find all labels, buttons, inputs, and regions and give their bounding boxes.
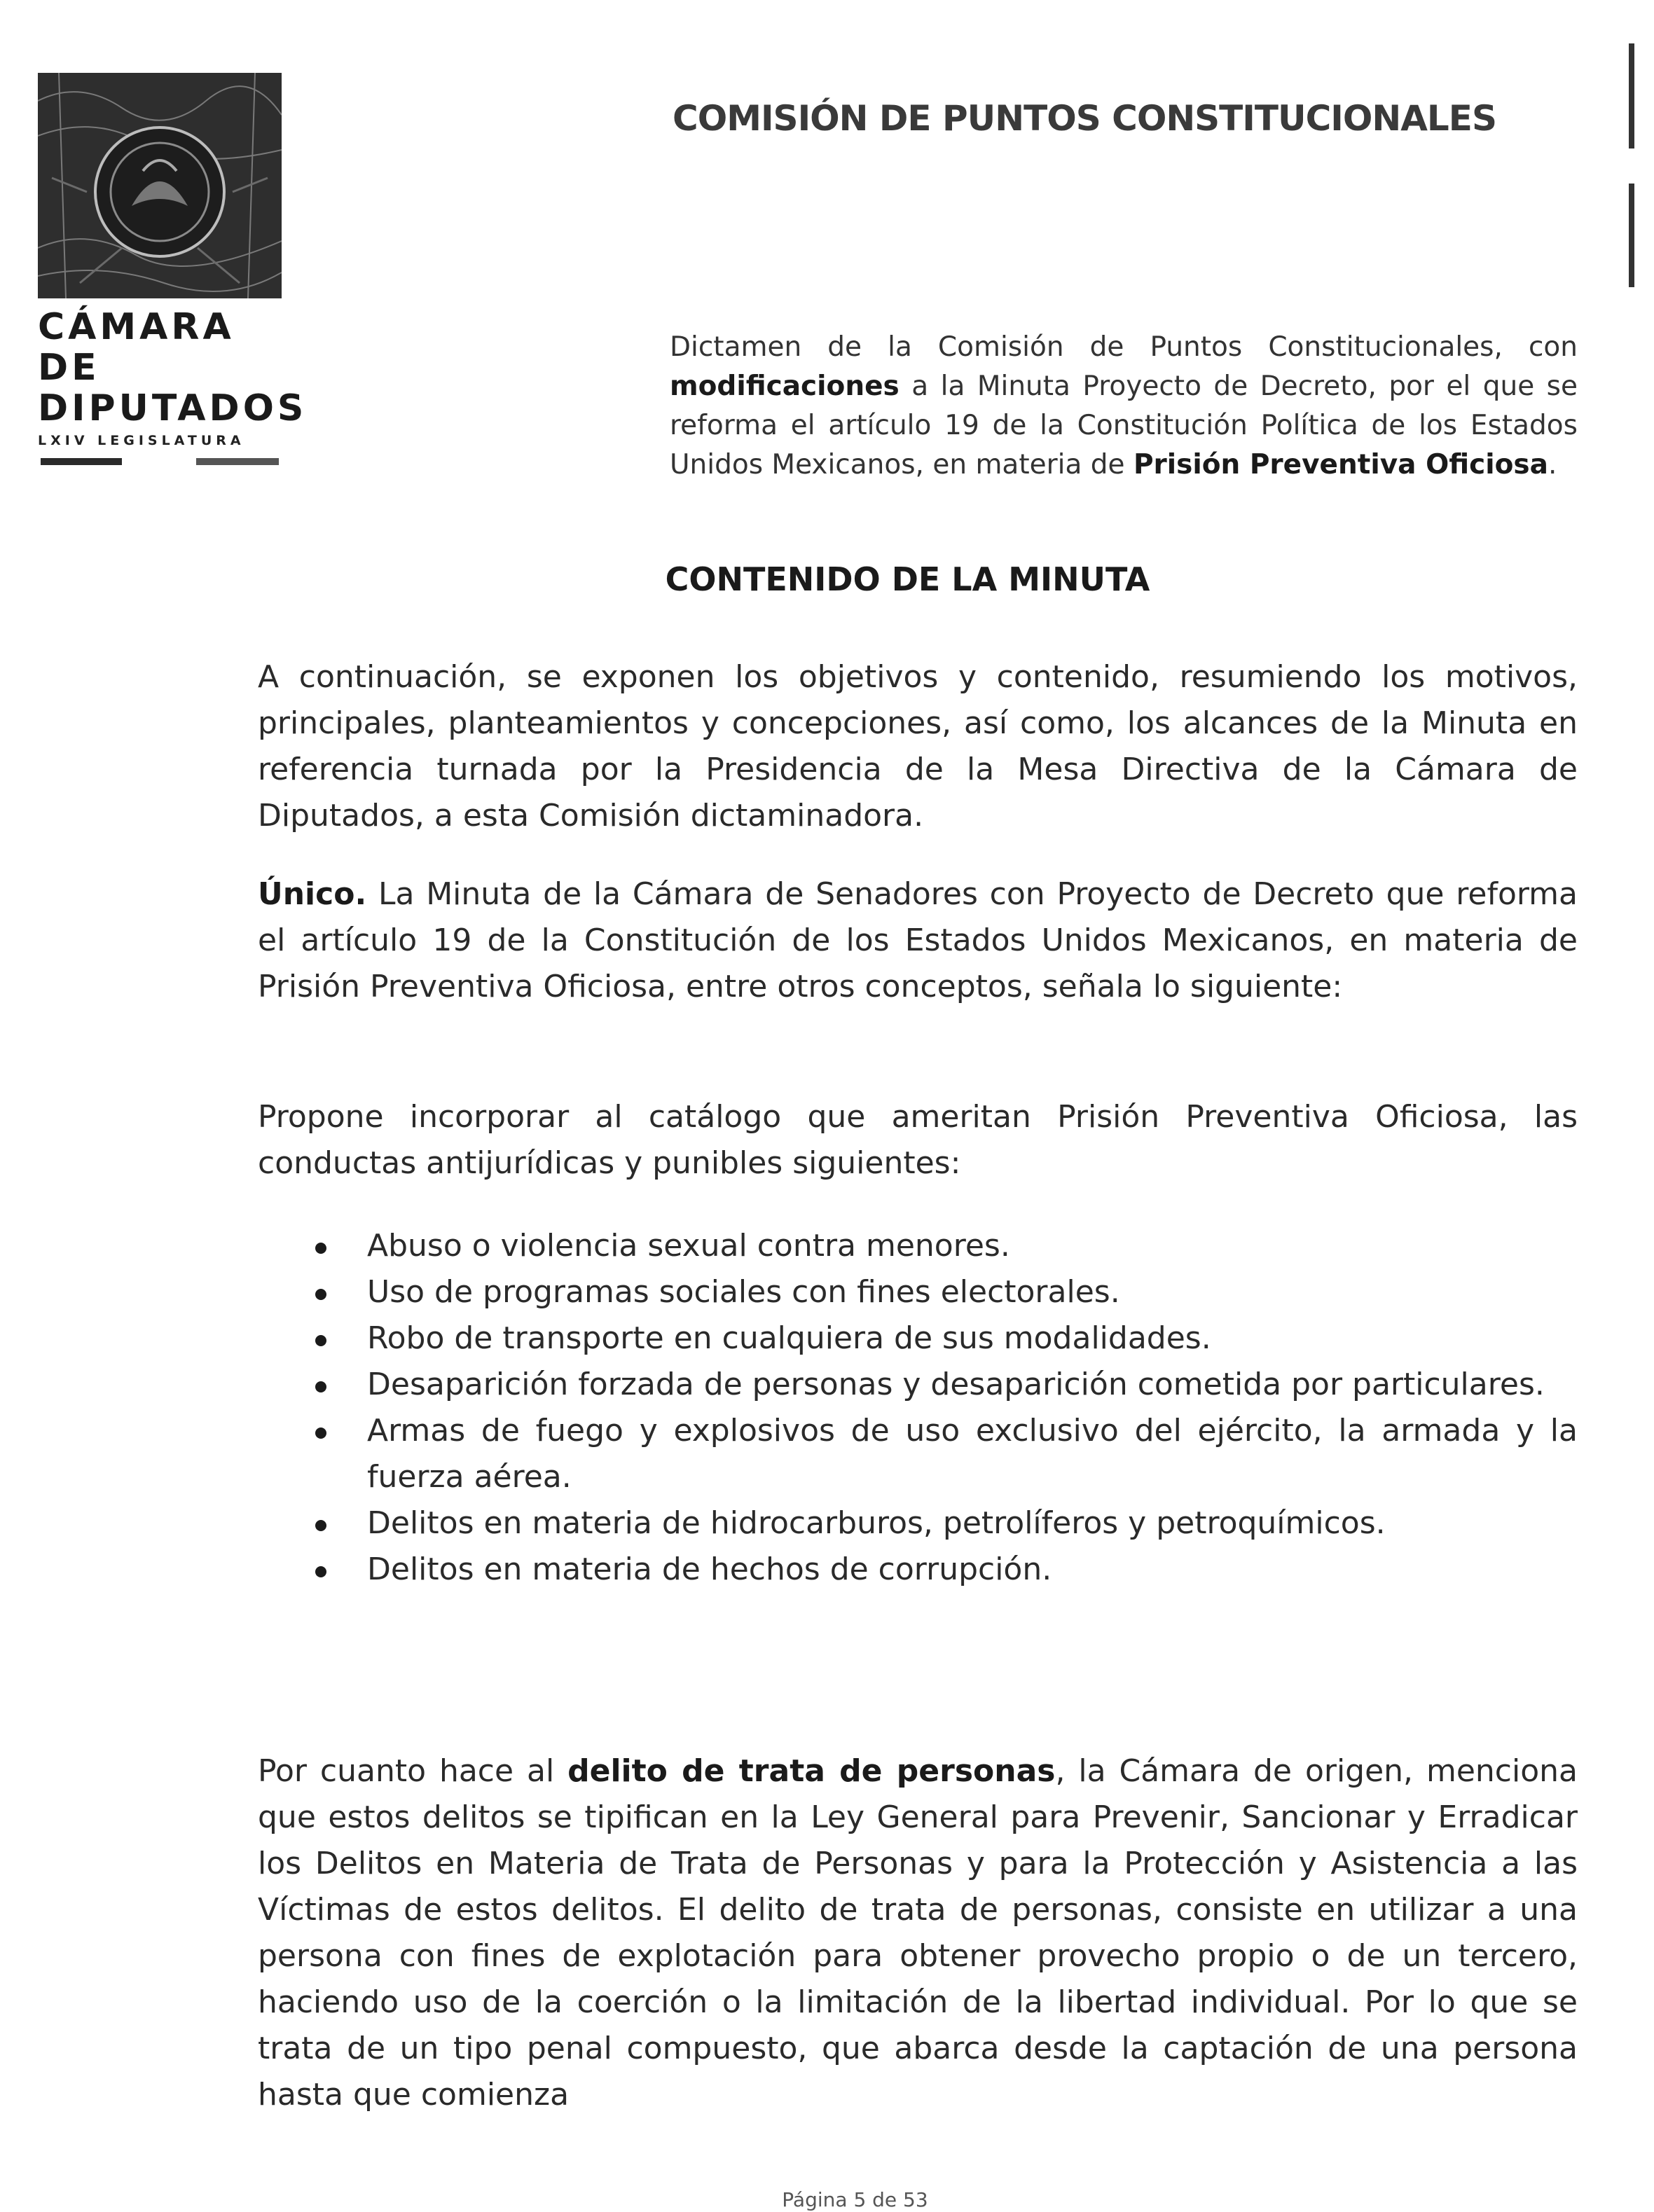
- list-item: Delitos en materia de hidrocarburos, petrolíferos y petroquímicos.: [308, 1500, 1578, 1547]
- scan-edge-mark: [1629, 43, 1634, 148]
- logo-legislature: LXIV LEGISLATURA: [38, 433, 245, 448]
- logo-chamber-name-line2: DIPUTADOS: [38, 387, 308, 429]
- paragraph-unico: Único. La Minuta de la Cámara de Senadores con Proyecto de Decreto que reforma el artículo 19 de la Constitución de los Estados Unidos Mexicanos, en materia de Prisión Preventiva Oficiosa, entre otros conceptos, señala lo siguiente:: [258, 876, 1578, 1004]
- logo-decoration: [38, 458, 282, 468]
- crime-list: [308, 1223, 1578, 1593]
- list-item: Uso de programas sociales con fines electorales.: [308, 1269, 1578, 1315]
- list-item: Armas de fuego y explosivos de uso exclusivo del ejército, la armada y la fuerza aérea.: [308, 1408, 1578, 1500]
- list-item: Desaparición forzada de personas y desaparición cometida por particulares.: [308, 1362, 1578, 1408]
- paragraph-proposal: Propone incorporar al catálogo que ameritan Prisión Preventiva Oficiosa, las conductas antijurídicas y punibles siguientes:: [258, 1099, 1578, 1181]
- list-item: Delitos en materia de hechos de corrupción.: [308, 1547, 1578, 1593]
- committee-heading: COMISIÓN DE PUNTOS CONSTITUCIONALES: [673, 98, 1496, 139]
- paragraph-trata: Por cuanto hace al delito de trata de personas, la Cámara de origen, menciona que estos delitos se tipifican en la Ley General para Prevenir, Sancionar y Erradicar los Delitos en Materia de Trata de Personas y para la Protección y Asistencia a las Víctimas de estos delitos. El delito de trata de personas, consiste en utilizar a una persona con fines de explotación para obtener provecho propio o de un tercero, haciendo uso de la coerción o la limitación de la libertad individual. Por lo que se trata de un tipo penal compuesto, que abarca desde la captación de una persona hasta que comienza: [258, 1753, 1578, 2113]
- list-item: Abuso o violencia sexual contra menores.: [308, 1223, 1578, 1269]
- scan-edge-mark: [1629, 184, 1634, 287]
- section-title: CONTENIDO DE LA MINUTA: [665, 560, 1150, 598]
- chamber-logo: [38, 73, 308, 468]
- logo-chamber-name-line1: CÁMARA DE: [38, 306, 235, 389]
- dictamen-summary: Dictamen de la Comisión de Puntos Constitucionales, con modificaciones a la Minuta Proyecto de Decreto, por el que se reforma el artículo 19 de la Constitución Política de los Estados Unidos Mexicanos, en materia de Prisión Preventiva Oficiosa.: [670, 331, 1578, 481]
- paragraph-intro: A continuación, se exponen los objetivos y contenido, resumiendo los motivos, principales, planteamientos y concepciones, así como, los alcances de la Minuta en referencia turnada por la Presidencia de la Mesa Directiva de la Cámara de Diputados, a esta Comisión dictaminadora.: [258, 659, 1578, 834]
- seal-emblem-icon: [38, 73, 282, 298]
- page-number: Página 5 de 53: [782, 2188, 928, 2211]
- list-item: Robo de transporte en cualquiera de sus modalidades.: [308, 1315, 1578, 1362]
